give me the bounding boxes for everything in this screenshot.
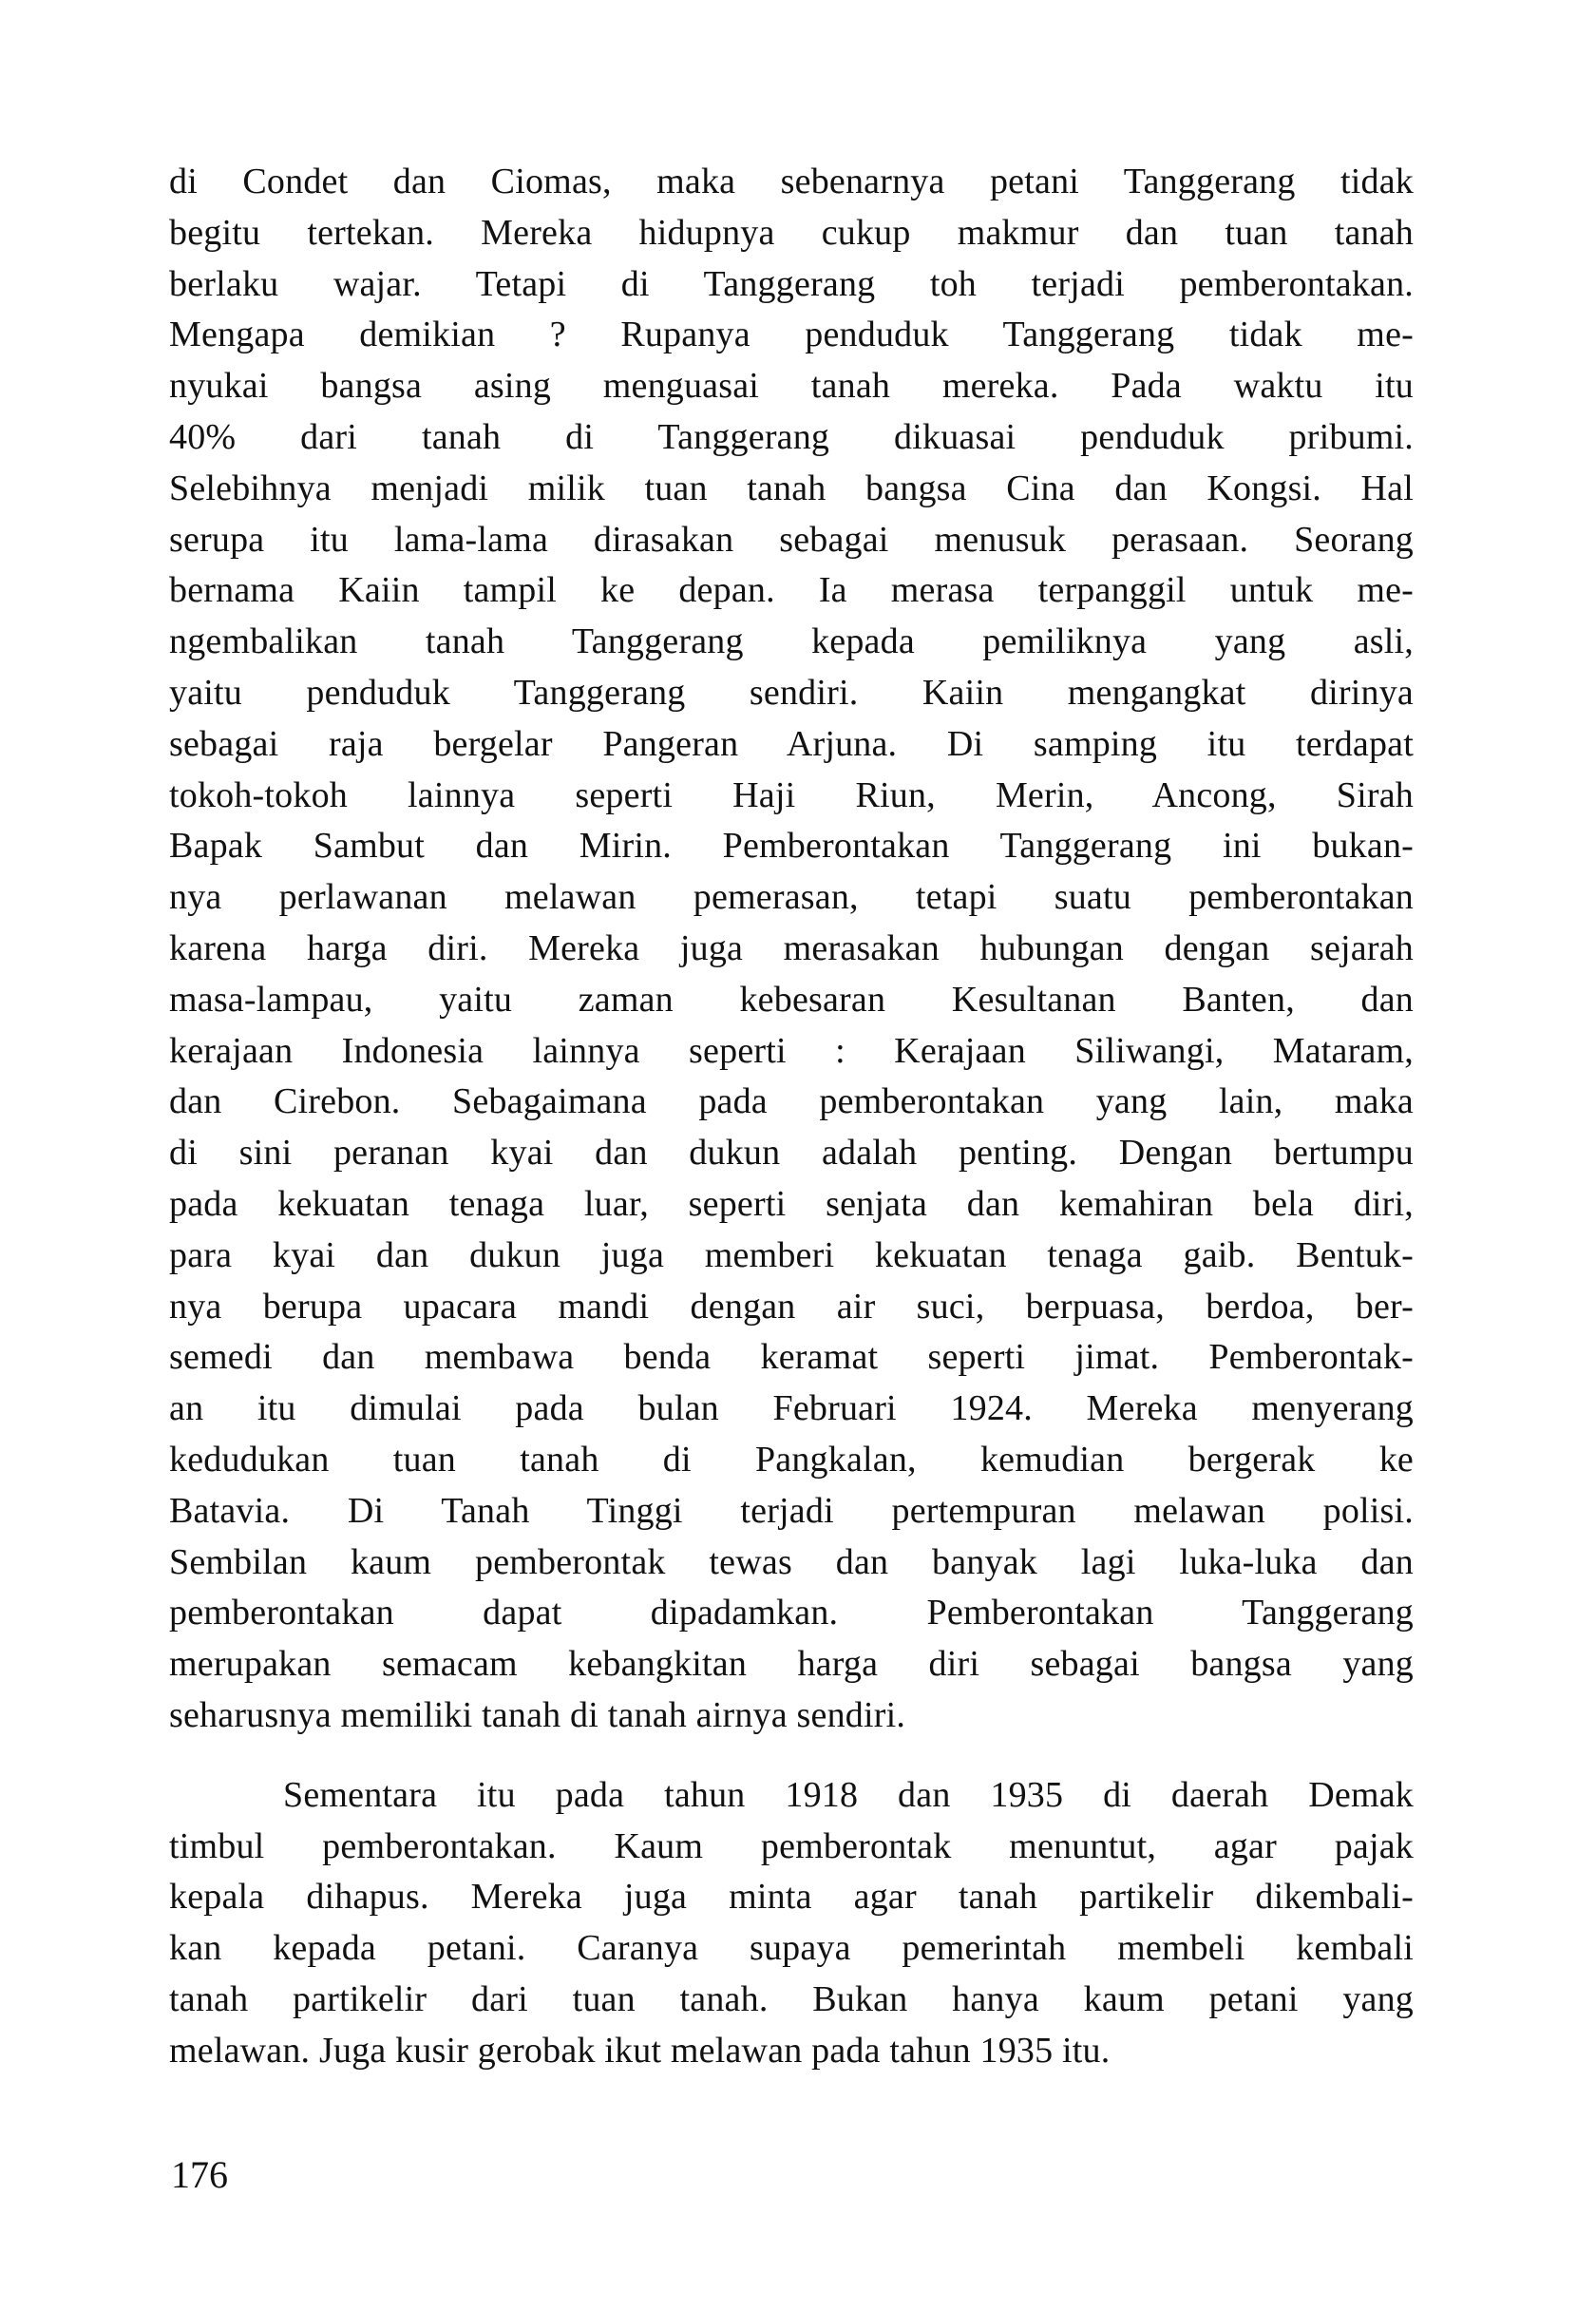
text-line: Mengapa demikian ? Rupanya penduduk Tanggerang tidak me- (169, 315, 1414, 355)
text-line: kerajaan Indonesia lainnya seperti : Kerajaan Siliwangi, Mataram, (169, 1030, 1414, 1071)
text-line: pemberontakan dapat dipadamkan. Pemberontakan Tanggerang (169, 1593, 1414, 1633)
text-line: di sini peranan kyai dan dukun adalah penting. Dengan bertumpu (169, 1133, 1414, 1174)
text-line: masa-lampau, yaitu zaman kebesaran Kesultanan Banten, dan (169, 979, 1414, 1020)
text-line: Selebihnya menjadi milik tuan tanah bangsa Cina dan Kongsi. Hal (169, 468, 1414, 508)
text-line: nyukai bangsa asing menguasai tanah mereka. Pada waktu itu (169, 366, 1414, 407)
text-line: kan kepada petani. Caranya supaya pemerintah membeli kembali (169, 1928, 1414, 1969)
text-line: di Condet dan Ciomas, maka sebenarnya petani Tanggerang tidak (169, 162, 1414, 201)
text-line: seharusnya memiliki tanah di tanah airnya sendiri. (169, 1694, 906, 1735)
paragraph-1 (169, 157, 1414, 1742)
text-line: nya perlawanan melawan pemerasan, tetapi suatu pemberontakan (169, 877, 1414, 918)
text-line: melawan. Juga kusir gerobak ikut melawan pada tahun 1935 itu. (169, 2030, 1111, 2071)
page-number: 176 (171, 2153, 228, 2196)
text-line: ngembalikan tanah Tanggerang kepada pemiliknya yang asli, (169, 621, 1414, 662)
paragraph-2 (169, 1770, 1414, 2077)
text-line: bernama Kaiin tampil ke depan. Ia merasa terpanggil untuk me- (169, 570, 1414, 611)
text-line: para kyai dan dukun juga memberi kekuatan tenaga gaib. Bentuk- (169, 1234, 1414, 1275)
text-line: Batavia. Di Tanah Tinggi terjadi pertempuran melawan polisi. (169, 1490, 1414, 1531)
text-line: berlaku wajar. Tetapi di Tanggerang toh terjadi pemberontakan. (169, 263, 1414, 304)
text-line: nya berupa upacara mandi dengan air suci, berpuasa, berdoa, ber- (169, 1286, 1414, 1327)
text-line: 40% dari tanah di Tanggerang dikuasai penduduk pribumi. (169, 416, 1414, 457)
text-line: pada kekuatan tenaga luar, seperti senjata dan kemahiran bela diri, (169, 1183, 1414, 1224)
text-line: semedi dan membawa benda keramat seperti jimat. Pemberontak- (169, 1337, 1414, 1378)
page-body (169, 157, 1414, 2076)
text-line: tanah partikelir dari tuan tanah. Bukan hanya kaum petani yang (169, 1978, 1414, 2019)
text-line: karena harga diri. Mereka juga merasakan hubungan dengan sejarah (169, 927, 1414, 968)
text-line: kedudukan tuan tanah di Pangkalan, kemudian bergerak ke (169, 1439, 1414, 1480)
text-line: yaitu penduduk Tanggerang sendiri. Kaiin mengangkat dirinya (169, 672, 1414, 713)
text-line: sebagai raja bergelar Pangeran Arjuna. Di samping itu terdapat (169, 723, 1414, 764)
text-line: serupa itu lama-lama dirasakan sebagai menusuk perasaan. Seorang (169, 519, 1414, 560)
text-line: Sembilan kaum pemberontak tewas dan banyak lagi luka-luka dan (169, 1541, 1414, 1582)
text-line: dan Cirebon. Sebagaimana pada pemberontakan yang lain, maka (169, 1081, 1414, 1122)
text-line: kepala dihapus. Mereka juga minta agar tanah partikelir dikembali- (169, 1877, 1414, 1918)
text-line: merupakan semacam kebangkitan harga diri sebagai bangsa yang (169, 1644, 1414, 1685)
text-line: begitu tertekan. Mereka hidupnya cukup makmur dan tuan tanah (169, 212, 1414, 253)
text-line: Bapak Sambut dan Mirin. Pemberontakan Tanggerang ini bukan- (169, 826, 1414, 867)
text-line: tokoh-tokoh lainnya seperti Haji Riun, Merin, Ancong, Sirah (169, 774, 1414, 815)
text-line: an itu dimulai pada bulan Februari 1924. Mereka menyerang (169, 1388, 1414, 1429)
text-line: timbul pemberontakan. Kaum pemberontak menuntut, agar pajak (169, 1825, 1414, 1866)
text-line: Sementara itu pada tahun 1918 dan 1935 di daerah Demak (283, 1774, 1414, 1815)
